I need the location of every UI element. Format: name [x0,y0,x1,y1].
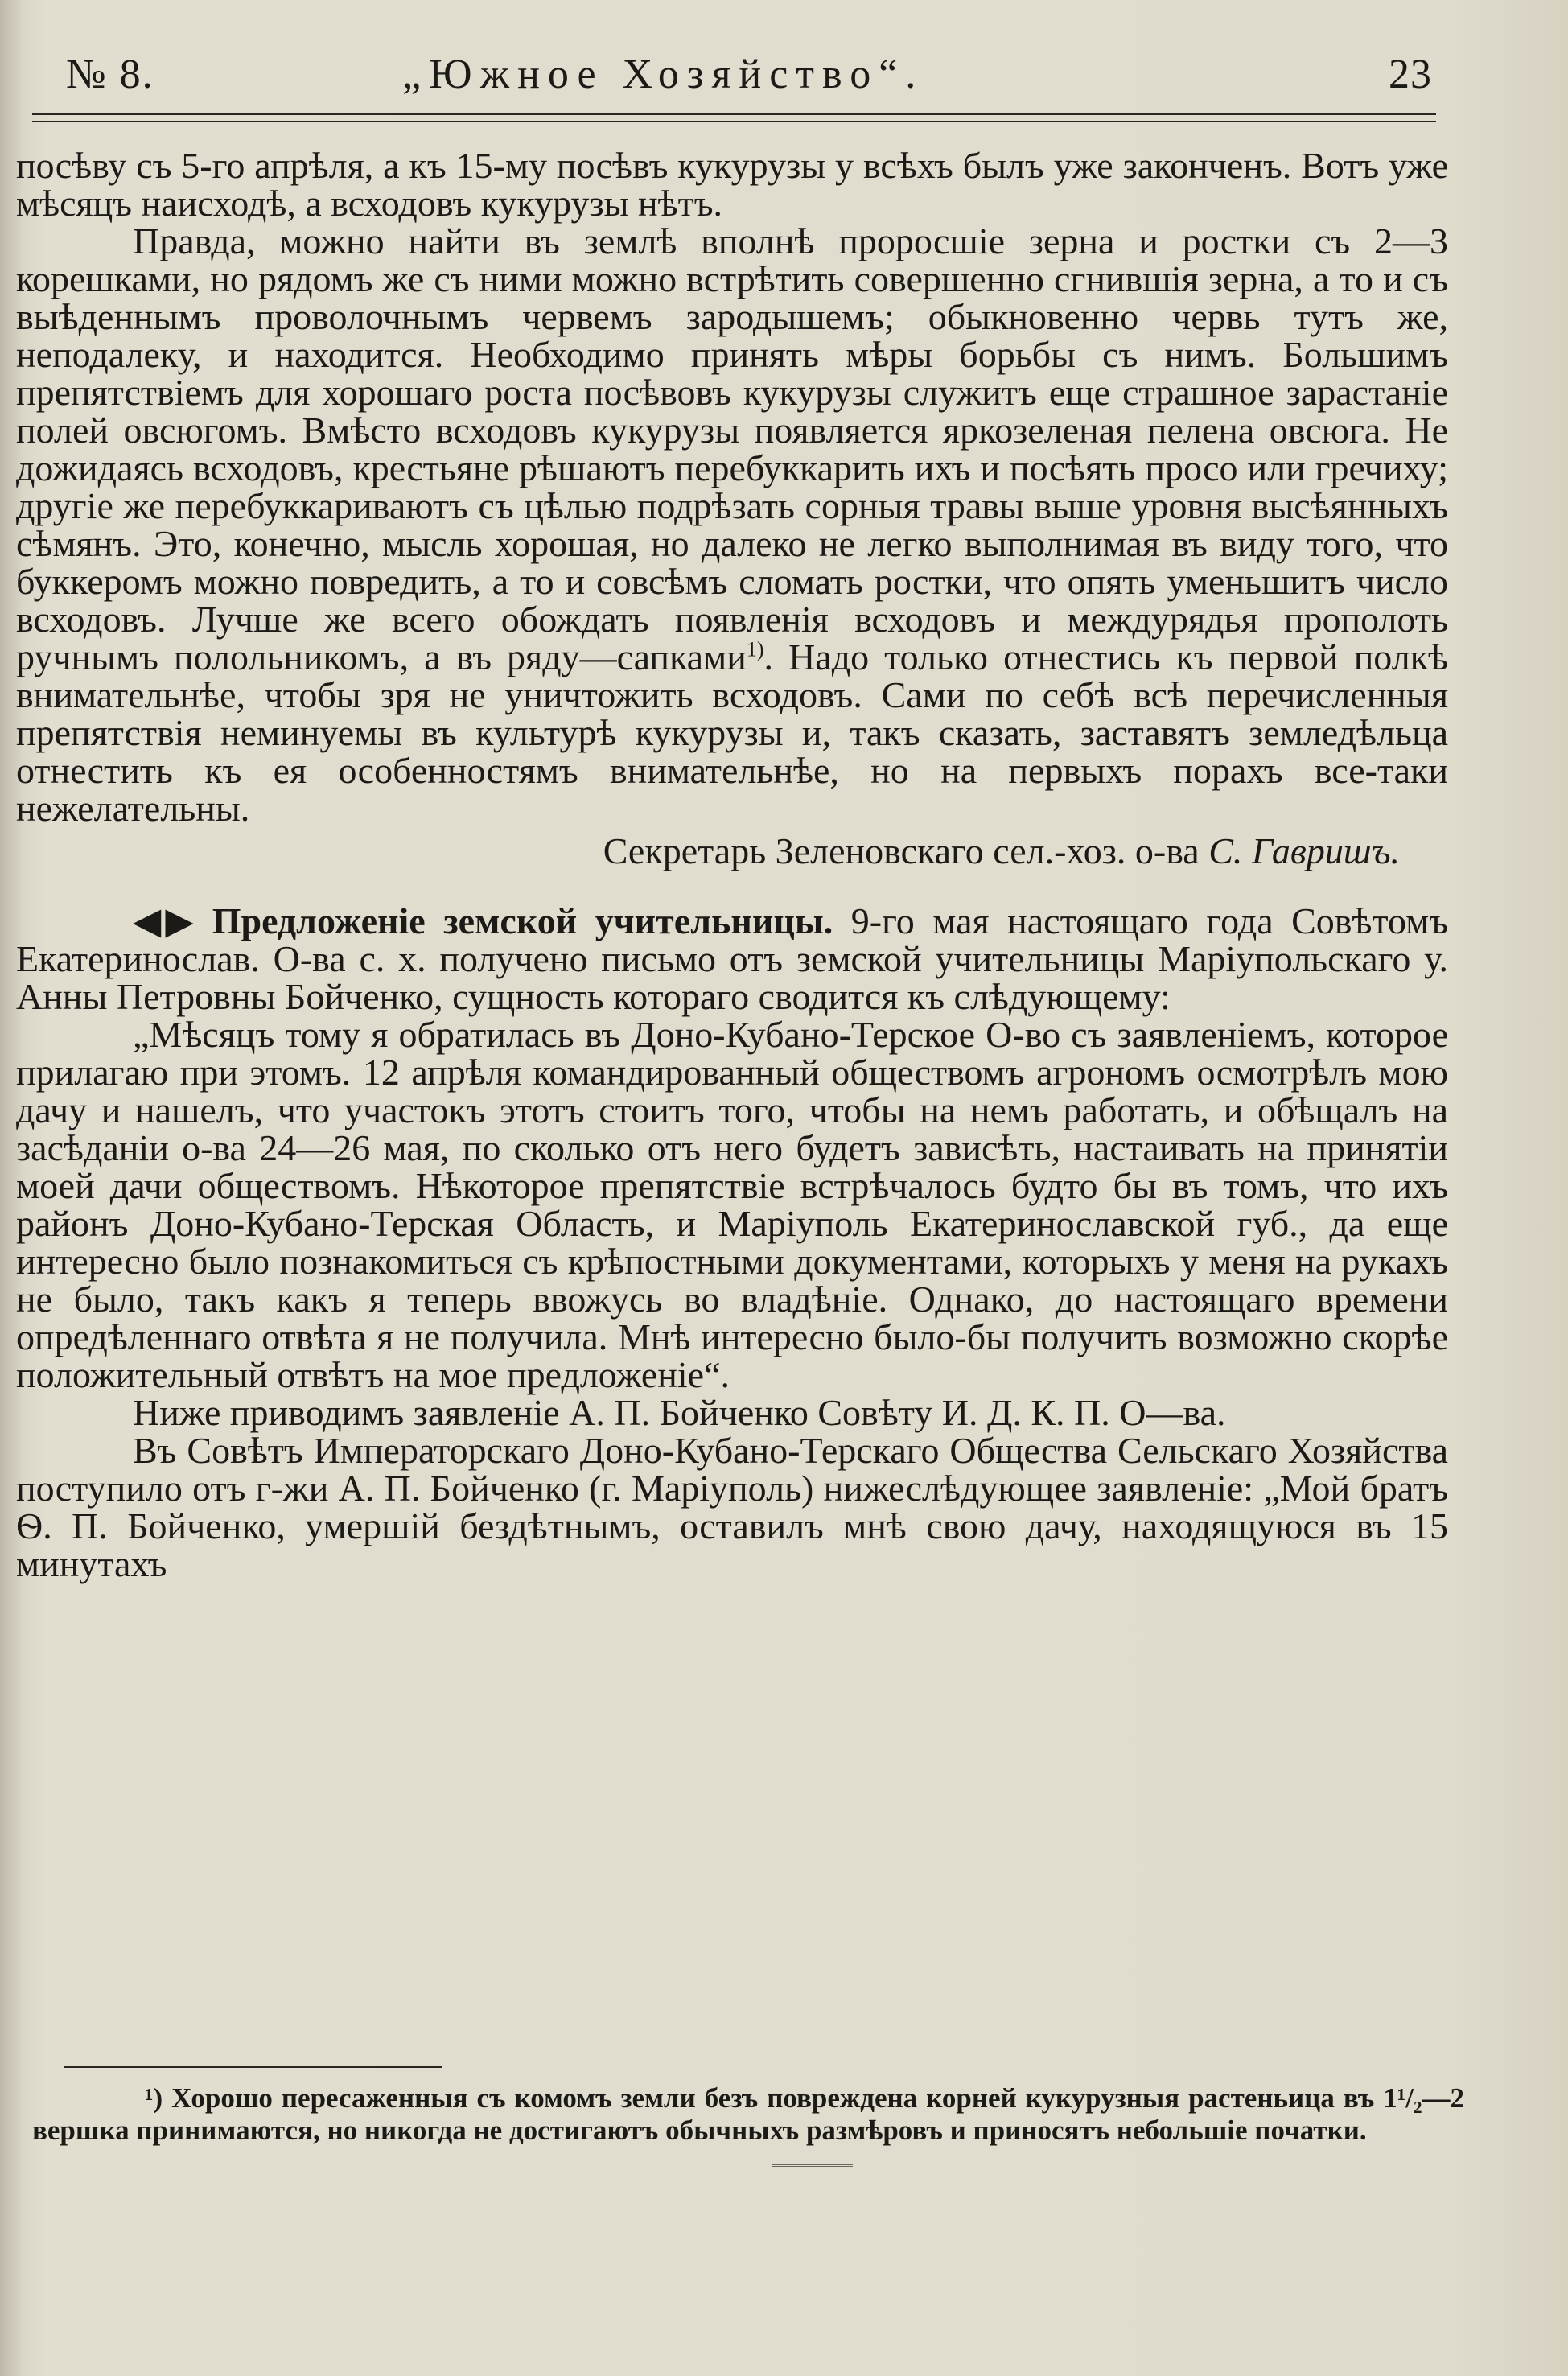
header-rule-bottom [32,121,1436,122]
footnote-rule [64,2066,442,2068]
footnote-text: ¹) Хорошо пересаженныя съ комомъ земли безъ повреждена корней кукурузныя растеньица въ 1¹/₂—2 вершка принимаются, но никогда не достигаютъ обычныхъ размѣровъ и приносятъ небольшіе початки. [32,2082,1464,2146]
section-intro [16,902,1448,1015]
section-title: Предложеніе земской учительницы. [212,900,833,941]
section-end-ornament [772,2164,853,2167]
running-header [56,47,1432,111]
paragraph-weeds-end: . Надо только отнестись къ первой полкѣ внимательнѣе, чтобы зря не уничтожить всходовъ. Сами по себѣ всѣ перечисленныя препятствія неминуемы въ культурѣ кукурузы и, такъ сказать, заставятъ земледѣльца отнестить къ ея особенностямъ внимательнѣе, но на первыхъ порахъ все-таки нежелательны. [16,636,1448,829]
signature-name: С. Гавришъ. [1208,830,1400,871]
signature-prefix: Секретарь Зеленовскаго сел.-хоз. о-ва [603,830,1200,871]
journal-title: „Южное Хозяйство“. [402,51,924,97]
statement-text: Въ Совѣтъ Императорскаго Доно-Кубано-Терскаго Общества Сельскаго Хозяйства поступило отъ г-жи А. П. Бойченко (г. Маріуполь) нижеслѣдующее заявленіе: „Мой братъ Ѳ. П. Бойченко, умершій бездѣтнымъ, оставилъ мнѣ свою дачу, находящуюся въ 15 минутахъ [16,1430,1448,1584]
letter-quote: „Мѣсяцъ тому я обратилась въ Доно-Кубано-Терское О-во съ заявленіемъ, которое прилагаю при этомъ. 12 апрѣля командированный обществомъ агрономъ осмотрѣлъ мою дачу и нашелъ, что участокъ этотъ стоитъ того, чтобы на немъ работать, и обѣщалъ на засѣданіи о-ва 24—26 мая, по сколько отъ него будетъ зависѣть, настаивать на принятіи моей дачи обществомъ. Нѣкоторое препятствіе встрѣчалось будто бы въ томъ, что ихъ районъ Доно-Кубано-Терская Область, и Маріуполь Екатеринославской губ., да еще интересно было познакомиться съ крѣпостными документами, которыхъ у меня на рукахъ не было, такъ какъ я теперь ввожусь во владѣніе. Однако, до настоящаго времени опредѣленнаго отвѣта я не получила. Мнѣ интересно было-бы получить возможно скорѣе положительный отвѣтъ на мое предложеніе“. [16,1014,1448,1395]
footnote-reference: 1) [746,637,764,661]
section-arrow-icon: ◀▶ [133,900,198,941]
page-number: 23 [1389,51,1432,97]
header-rule-top [32,113,1436,115]
issue-number: № 8. [66,51,154,97]
signature-line [16,832,1448,870]
paragraph-continuation: посѣву съ 5-го апрѣля, а къ 15-му посѣвъ кукурузы у всѣхъ былъ уже законченъ. Вотъ уже мѣсяцъ наисходѣ, а всходовъ кукурузы нѣтъ. [16,145,1448,224]
paragraph-weeds-text: Правда, можно найти въ землѣ вполнѣ проросшіе зерна и ростки съ 2—3 корешками, но рядомъ же съ ними можно встрѣтить совершенно сгнившія зерна, а то и съ выѣденнымъ проволочнымъ червемъ зародышемъ; обыкновенно червь тутъ же, неподалеку, и находится. Необходимо принять мѣры борьбы съ нимъ. Большимъ препятствіемъ для хорошаго роста посѣвовъ кукурузы служитъ еще страшное зарастаніе полей овсюгомъ. Вмѣсто всходовъ кукурузы появляется яркозеленая пелена овсюга. Не дожидаясь всходовъ, крестьяне рѣшаютъ перебуккарить ихъ и посѣять просо или гречиху; другіе же перебуккариваютъ съ цѣлью подрѣзать сорныя травы выше уровня высѣянныхъ сѣмянъ. Это, конечно, мысль хорошая, но далеко не легко выполнимая въ виду того, что буккеромъ можно повредить, а то и совсѣмъ сломать ростки, что опять уменьшитъ число всходовъ. Лучше же всего обождать появленія всходовъ и междурядья прополоть ручнымъ полольникомъ, а въ ряду—сапками [16,220,1448,677]
article-body [16,146,1448,1583]
paragraph-weeds [16,222,1448,827]
statement-intro: Ниже приводимъ заявленіе А. П. Бойченко Совѣту И. Д. К. П. О—ва. [133,1392,1226,1433]
section-intro-text: 9-го мая настоящаго года Совѣтомъ Екатеринослав. О-ва с. х. получено письмо отъ земской учительницы Маріупольскаго у. Анны Петровны Бойченко, сущность котораго сводится къ слѣдующему: [16,900,1449,1017]
footnote [32,2082,1464,2147]
